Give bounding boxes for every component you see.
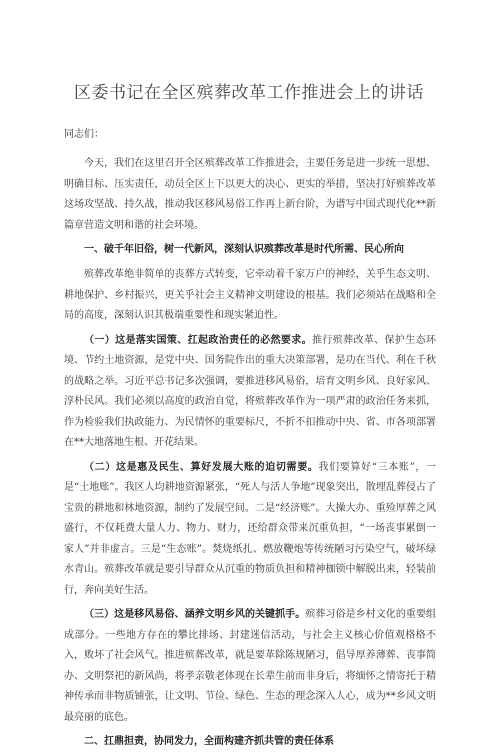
point-3-body: 殡葬习俗是乡村文化的重要组成部分。一些地方存在的攀比排场、封建迷信活动，与社会主义核心价值观格格不入，败坏了社会风气。推进殡葬改革，就是要革除陈规陋习，倡导厚养薄葬、丧事简办、文明祭祀的新风尚，将孝亲敬老体现在长辈生前而非身后，将缅怀之情寄托于精神传承而非物质铺张，让文明、节俭、绿色、生态的理念深入人心，成为**乡风文明最亮丽的底色。 — [64, 609, 437, 723]
intro-paragraph: 今天，我们在这里召开全区殡葬改革工作推进会，主要任务是进一步统一思想、明确目标、压实责任，动员全区上下以更大的决心、更实的举措，坚决打好殡葬改革这场攻坚战、持久战，推动我区移风易俗工作再上新台阶，为谱写中国式现代化**新篇章营造文明和谐的社会环境。 — [64, 158, 436, 231]
point-1-lead: （一）这是落实国策、扛起政治责任的必然要求。 — [84, 334, 312, 346]
point-2-lead: （二）这是惠及民生、算好发展大账的迫切需要。 — [84, 461, 319, 473]
greeting: 同志们： — [64, 129, 104, 140]
section-heading-2: 二、扛鼎担责，协同发力，全面构建齐抓共管的责任体系 — [84, 736, 334, 747]
point-2-paragraph — [64, 458, 436, 602]
point-1-body: 推行殡葬改革、保护生态环境、节约土地资源，是党中央、国务院作出的重大决策部署，是功在当代、利在千秋的战略之举。习近平总书记多次强调，要推进移风易俗，培育文明乡风、良好家风、淳朴民风。我们必须以高度的政治自觉，将殡葬改革作为一项严肃的政治任务来抓，作为检验我们执政能力、为民情怀的重要标尺，不折不扣推动中央、省、市各项部署在**大地落地生根、开花结果。 — [64, 334, 436, 448]
section-heading-1: 一、破千年旧俗，树一代新风，深刻认识殡葬改革是时代所需、民心所向 — [84, 244, 404, 255]
point-1-paragraph — [64, 331, 436, 454]
point-3-paragraph — [64, 605, 436, 728]
section-1-intro-paragraph: 殡葬改革绝非简单的丧葬方式转变，它牵动着千家万户的神经，关乎生态文明、耕地保护、乡村振兴，更关乎社会主义精神文明建设的根基。我们必须站在战略和全局的高度，深刻认识其极端重要性和现实紧迫性。 — [64, 269, 436, 321]
point-3-lead: （三）这是移风易俗、涵养文明乡风的关键抓手。 — [84, 609, 306, 620]
document-title: 区委书记在全区殡葬改革工作推进会上的讲话 — [74, 83, 424, 103]
point-2-body: 我们要算好“三本账”，一是“土地账”。我区人均耕地资源紧张，“死人与活人争地”现象突出，散埋乱葬侵占了宝贵的耕地和林地资源，制约了发展空间。二是“经济账”。大操大办、重殓厚葬之风盛行，不仅耗费大量人力、物力、财力，还给群众带来沉重负担，“一场丧事累倒一家人”并非虚言。三是“生态账”。焚烧纸扎、燃放鞭炮等传统陋习污染空气，破坏绿水青山。殡葬改革就是要引导群众从沉重的物质负担和精神枷锁中解脱出来，轻装前行，奔向美好生活。 — [64, 461, 436, 596]
